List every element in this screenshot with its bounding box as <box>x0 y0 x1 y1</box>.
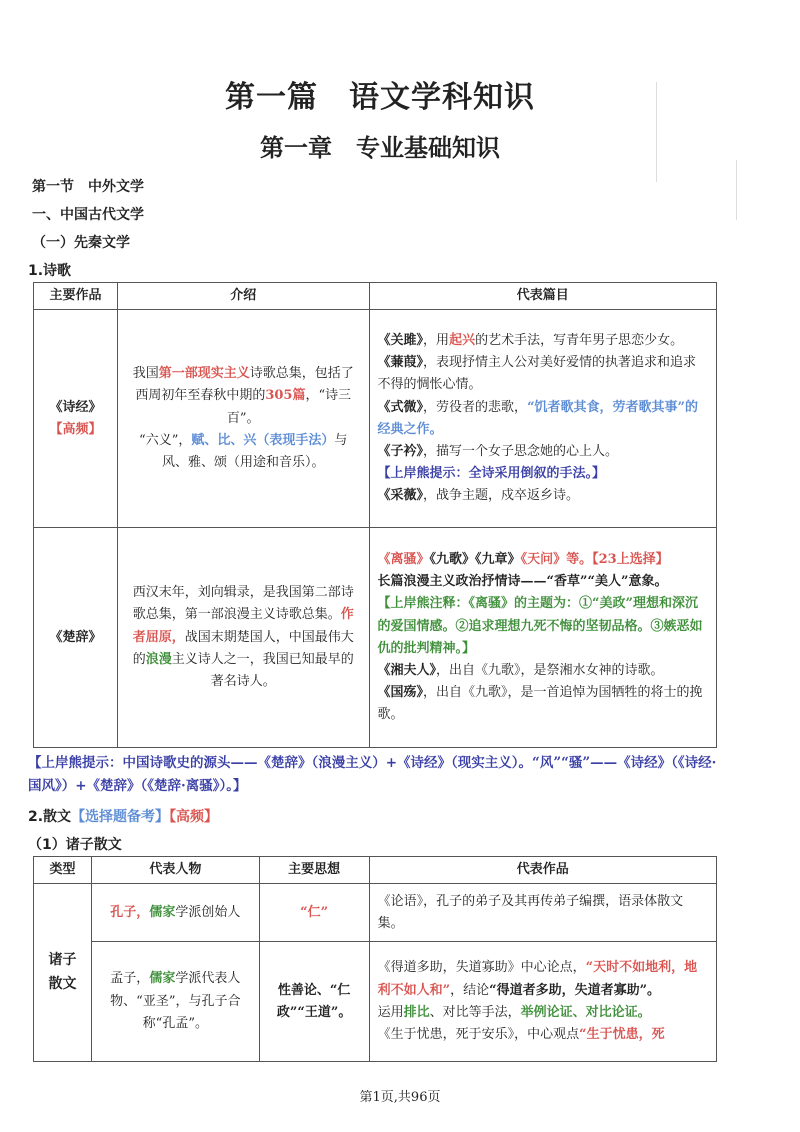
poetry-heading: 1.诗歌 <box>28 263 72 279</box>
section-title: 第一节 中外文学 <box>32 179 144 195</box>
row-mencius <box>34 942 717 1062</box>
shijing-intro: 我国第一部现实主义诗歌总集，包括了西周初年至春秋中期的305篇，“诗三百”。 “六义”，赋、比、兴（表现手法）与风、雅、颂（用途和音乐）。 <box>117 310 369 528</box>
confucius-idea: “仁” <box>259 884 369 942</box>
scan-line <box>736 160 737 220</box>
header-works2: 代表作品 <box>369 857 716 884</box>
mencius-works: 《得道多助，失道寡助》中心论点，“天时不如地利，地利不如人和”，结论“得道者多助，失道者寡助”。 运用排比、对比等手法，举例论证、对比论证。 《生于忧患，死于安乐》，中心观点“生于忧患，死 <box>369 942 716 1062</box>
header-type: 类型 <box>34 857 92 884</box>
chuci-intro: 西汉末年，刘向辑录，是我国第二部诗歌总集，第一部浪漫主义诗歌总集。作者屈原，战国末期楚国人，中国最伟大的浪漫主义诗人之一，我国已知最早的著名诗人。 <box>117 528 369 748</box>
chuci-works: 《离骚》《九歌》《九章》《天问》等。【23上选择】 长篇浪漫主义政治抒情诗——“香草”“美人”意象。 【上岸熊注释：《离骚》的主题为：①“美政”理想和深沉的爱国情感。②追求理想九死不悔的坚韧品格。③嫉恶如仇的批判精神。】 《湘夫人》，出自《九歌》，是祭湘水女神的诗歌。 《国殇》，出自《九歌》，是一首追悼为国牺牲的将士的挽歌。 <box>369 528 716 748</box>
prose-tag-frequent: 【高频】 <box>169 809 219 825</box>
shijing-name: 《诗经》 <box>49 399 102 415</box>
mencius-idea: 性善论、“仁政”“王道”。 <box>259 942 369 1062</box>
page-title: 第一篇 语文学科知识 <box>225 80 535 115</box>
row-shijing <box>34 310 717 528</box>
type-cell: 诸子散文 <box>34 884 92 1062</box>
header-idea: 主要思想 <box>259 857 369 884</box>
header-figure: 代表人物 <box>91 857 259 884</box>
page-footer: 第1页,共96页 <box>359 1090 441 1105</box>
subsection-1: 一、中国古代文学 <box>32 207 144 223</box>
header-intro: 介绍 <box>117 283 369 310</box>
header-works: 主要作品 <box>34 283 118 310</box>
chapter-title: 第一章 专业基础知识 <box>260 133 500 162</box>
confucius-figure: 孔子，儒家学派创始人 <box>91 884 259 942</box>
prose-table <box>33 856 717 1062</box>
shijing-tag: 【高频】 <box>49 421 102 437</box>
prose-subheading: （1）诸子散文 <box>28 837 122 853</box>
poetry-table <box>33 282 717 748</box>
subsection-2: （一）先秦文学 <box>32 235 130 251</box>
row-chuci <box>34 528 717 748</box>
shijing-works: 《关雎》，用起兴的艺术手法，写青年男子思恋少女。 《蒹葭》，表现抒情主人公对美好爱情的执著追求和追求不得的惆怅心情。 《式微》，劳役者的悲歌，“饥者歌其食，劳者歌其事”的经典之作。 《子衿》，描写一个女子思念她的心上人。 【上岸熊提示：全诗采用倒叙的手法。】 《采薇》，战争主题，戍卒返乡诗。 <box>369 310 716 528</box>
prose-tag-choice: 【选择题备考】 <box>71 809 170 825</box>
confucius-work: 《论语》，孔子的弟子及其再传弟子编撰，语录体散文集。 <box>369 884 716 942</box>
header-representative: 代表篇目 <box>369 283 716 310</box>
prose-heading: 2.散文【选择题备考】【高频】 <box>28 809 219 825</box>
shijing-tip: 【上岸熊提示：全诗采用倒叙的手法。】 <box>377 465 606 481</box>
mencius-figure: 孟子，儒家学派代表人物、“亚圣”，与孔子合称“孔孟”。 <box>91 942 259 1062</box>
chuci-name: 《楚辞》 <box>34 528 118 748</box>
row-confucius <box>34 884 717 942</box>
poetry-tip: 【上岸熊提示：中国诗歌史的源头——《楚辞》（浪漫主义）+《诗经》（现实主义）。“风”“骚”——《诗经》（《诗经·国风》）+《楚辞》（《楚辞·离骚》）。】 <box>28 755 717 794</box>
